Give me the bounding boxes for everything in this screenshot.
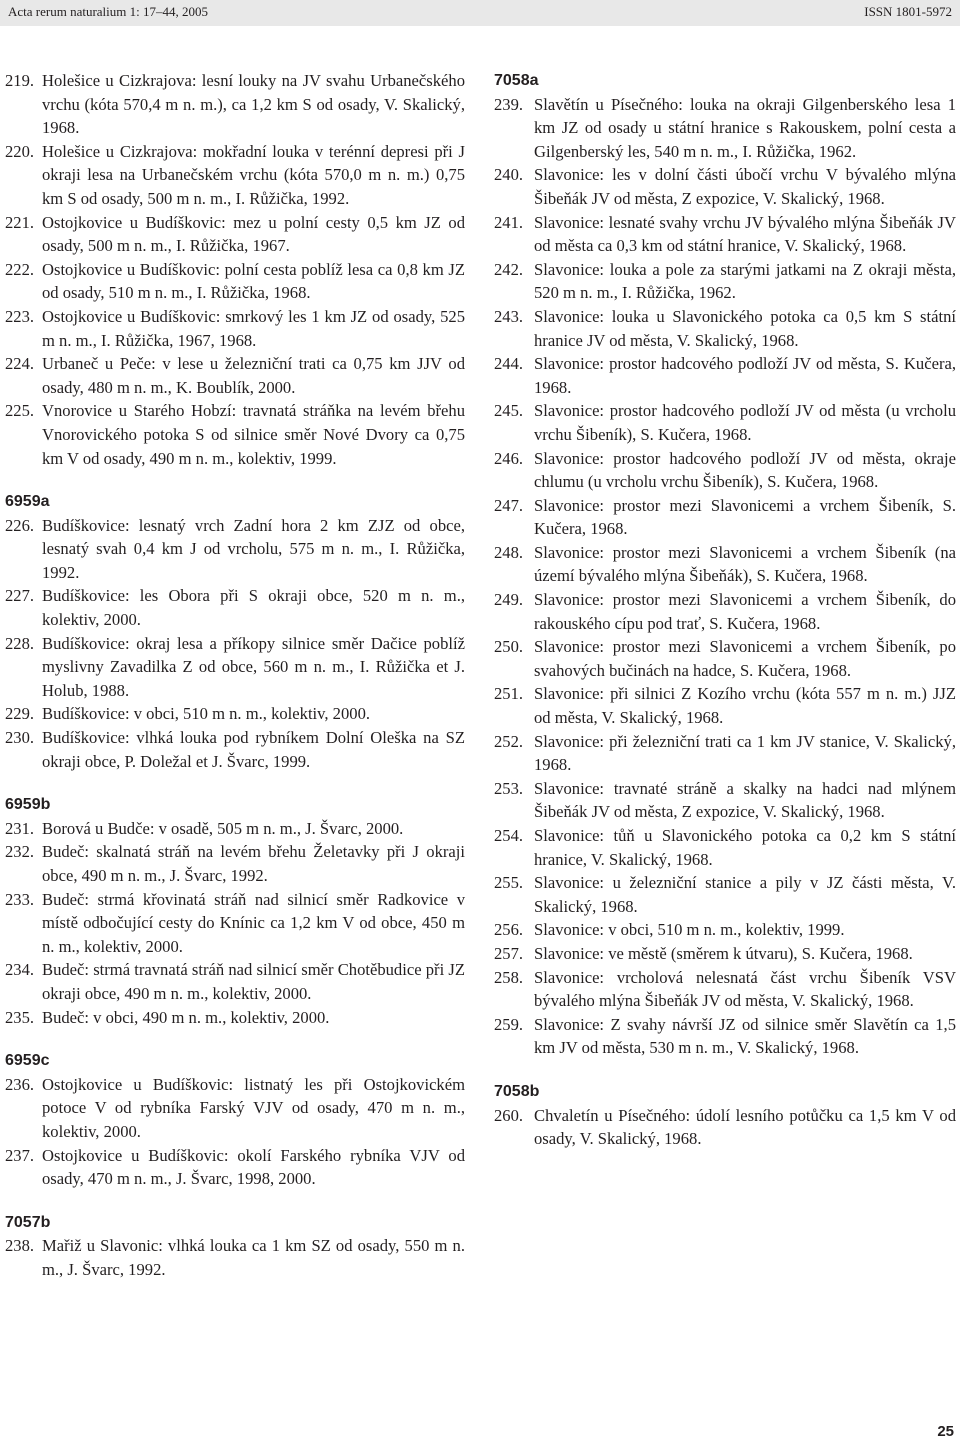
locality-entry (5, 399, 465, 470)
entry-number: 225. (5, 401, 35, 421)
locality-entry (494, 211, 956, 258)
entry-number: 239. (494, 94, 524, 114)
locality-entry (5, 1234, 465, 1281)
entry-number: 233. (5, 889, 35, 909)
entry-text: Slavonice: les v dolní části úbočí vrchu V bývalého mlýna Šibeňák JV od města, Z expozice, V. Skalický, 1968. (534, 165, 956, 208)
entry-number: 260. (494, 1105, 524, 1125)
entry-text: Slavonice: prostor mezi Slavonicemi a vrchem Šibeník, po svahových bučinách na hadce, S. Kučera, 1968. (534, 637, 956, 680)
entry-number: 247. (494, 495, 524, 515)
entry-text: Budíškovice: lesnatý vrch Zadní hora 2 km ZJZ od obce, lesnatý svah 0,4 km J od vrcholu, 575 m n. m., I. Růžička, 1992. (42, 515, 465, 582)
entry-number: 219. (5, 71, 35, 90)
entry-text: Chvaletín u Písečného: údolí lesního potůčku ca 1,5 km V od osady, V. Skalický, 1968. (534, 1105, 956, 1149)
locality-entry (494, 447, 956, 494)
entry-number: 253. (494, 778, 524, 798)
entry-text: Slavonice: při silnici Z Kozího vrchu (kóta 557 m n. m.) JJZ od města, V. Skalický, 1968. (534, 684, 956, 728)
entry-text: Slavonice: při železniční trati ca 1 km JV stanice, V. Skalický, 1968. (534, 731, 956, 775)
entry-text: Slavonice: ve městě (směrem k útvaru), S. Kučera, 1968. (534, 943, 913, 963)
locality-entry (5, 817, 465, 841)
entry-number: 229. (5, 704, 35, 724)
entry-text: Ostojkovice u Budíškovic: smrkový les 1 km JZ od osady, 525 m n. m., I. Růžička, 1967, 1968. (42, 306, 465, 350)
entry-number: 231. (5, 818, 35, 838)
journal-citation: Acta rerum naturalium 1: 17–44, 2005 (8, 4, 209, 19)
locality-entry (5, 1144, 465, 1191)
locality-entry (494, 258, 956, 305)
locality-entry (494, 588, 956, 635)
entry-number: 220. (5, 141, 35, 161)
entry-number: 223. (5, 306, 35, 326)
locality-entry (5, 702, 465, 726)
left-column (5, 69, 465, 1282)
entry-text: Holešice u Cizkrajova: lesní louky na JV svahu Urbanečského vrchu (kóta 570,4 m n. m.), ca 1,2 km S od osady, V. Skalický, 1968. (42, 71, 465, 138)
entry-number: 222. (5, 259, 35, 279)
running-head (0, 0, 960, 26)
section-heading: 7058b (494, 1082, 540, 1100)
locality-entry (5, 1073, 465, 1144)
entry-text: Budeč: strmá travnatá stráň nad silnicí směr Chotěbudice při JZ okraji obce, 490 m n. m., kolektiv, 2000. (42, 960, 465, 1003)
locality-entry (494, 918, 956, 942)
entry-text: Slavonice: u železniční stanice a pily v JZ části města, V. Skalický, 1968. (534, 873, 956, 916)
section-heading: 7058a (494, 72, 539, 89)
locality-entry (5, 888, 465, 959)
locality-entry (5, 958, 465, 1005)
locality-entry (5, 352, 465, 399)
locality-entry (494, 966, 956, 1013)
entry-text: Budíškovice: okraj lesa a příkopy silnice směr Dačice poblíž myslivny Zavadilka Z od obce, 560 m n. m., I. Růžička et J. Holub, 1988. (42, 633, 465, 700)
locality-entry (5, 211, 465, 258)
entry-number: 238. (5, 1236, 35, 1256)
locality-entry (5, 140, 465, 211)
entry-number: 230. (5, 728, 35, 748)
locality-entry (5, 840, 465, 887)
entry-number: 256. (494, 920, 524, 940)
entry-number: 250. (494, 637, 524, 657)
entry-text: Ostojkovice u Budíškovic: mez u polní cesty 0,5 km JZ od osady, 500 m n. m., I. Růžička, 1967. (42, 212, 465, 256)
entry-number: 242. (494, 259, 524, 279)
entry-number: 240. (494, 165, 524, 185)
entry-text: Ostojkovice u Budíškovic: listnatý les při Ostojkovickém potoce V od rybníka Farský VJV od osady, 470 m n. m., kolektiv, 2000. (42, 1074, 465, 1141)
entry-number: 234. (5, 960, 35, 980)
entry-text: Slavonice: lesnaté svahy vrchu JV bývalého mlýna Šibeňák JV od města ca 0,3 km od státní hranice, V. Skalický, 1968. (534, 212, 956, 256)
locality-entry (5, 726, 465, 773)
entry-text: Slavonice: prostor hadcového podloží JV od města (u vrcholu vrchu Šibeník), S. Kučera, 1968. (534, 401, 956, 444)
entry-number: 248. (494, 542, 524, 562)
locality-entry (5, 514, 465, 585)
entry-number: 224. (5, 354, 35, 374)
entry-text: Budíškovice: v obci, 510 m n. m., kolektiv, 2000. (42, 704, 371, 724)
locality-entry (494, 494, 956, 541)
entry-text: Budeč: strmá křovinatá stráň nad silnicí směr Radkovice v místě odbočující cesty do Knínic ca 1,2 km V od obce, 450 m n. m., kolektiv, 2000. (42, 889, 465, 956)
locality-entry (494, 163, 956, 210)
locality-entry (494, 942, 956, 966)
locality-entry (5, 69, 465, 140)
entry-text: Slavonice: prostor mezi Slavonicemi a vrchem Šibeník (na území bývalého mlýna Šibeňák), S. Kučera, 1968. (534, 542, 956, 586)
entry-number: 236. (5, 1074, 35, 1094)
entry-number: 246. (494, 448, 524, 468)
locality-entry (5, 632, 465, 703)
locality-entry (494, 352, 956, 399)
page-number: 25 (937, 1423, 954, 1440)
locality-entry (494, 871, 956, 918)
locality-entry (5, 584, 465, 631)
locality-entry (494, 305, 956, 352)
locality-entry (494, 824, 956, 871)
locality-entry (494, 1104, 956, 1151)
locality-entry (494, 635, 956, 682)
entry-number: 257. (494, 943, 524, 963)
locality-entry (494, 541, 956, 588)
entry-text: Budeč: v obci, 490 m n. m., kolektiv, 2000. (42, 1007, 330, 1027)
entry-number: 244. (494, 354, 524, 374)
entry-text: Holešice u Cizkrajova: mokřadní louka v terénní depresi při J okraji lesa na Urbanečském vrchu (kóta 570,0 m n. m.) 0,75 km S od osady, 500 m n. m., I. Růžička, 1992. (42, 141, 465, 208)
entry-text: Ostojkovice u Budíškovic: okolí Farského rybníka VJV od osady, 470 m n. m., J. Švarc, 1998, 2000. (42, 1145, 465, 1189)
issn: ISSN 1801-5972 (864, 4, 952, 19)
entry-number: 258. (494, 967, 524, 987)
entry-number: 235. (5, 1007, 35, 1027)
section-heading: 6959b (5, 796, 51, 814)
entry-text: Slavonice: prostor mezi Slavonicemi a vrchem Šibeník, do rakouského cípu pod trať, S. Kučera, 1968. (534, 590, 956, 633)
locality-entry (494, 399, 956, 446)
entry-number: 245. (494, 401, 524, 421)
entry-text: Budíškovice: les Obora při S okraji obce, 520 m n. m., kolektiv, 2000. (42, 586, 465, 630)
locality-entry (494, 93, 956, 164)
locality-entry (494, 682, 956, 729)
entry-text: Slavonice: travnaté stráně a skalky na hadci nad mlýnem Šibeňák JV od města, Z expozice, V. Skalický, 1968. (534, 778, 956, 822)
entry-text: Slavonice: louka a pole za starými jatkami na Z okraji města, 520 m n. m., I. Růžička, 1962. (534, 259, 956, 303)
entry-number: 241. (494, 212, 524, 232)
entry-text: Slavonice: prostor mezi Slavonicemi a vrchem Šibeník, S. Kučera, 1968. (534, 495, 956, 539)
entry-text: Ostojkovice u Budíškovic: polní cesta poblíž lesa ca 0,8 km JZ od osady, 510 m n. m., I. Růžička, 1968. (42, 259, 465, 303)
locality-entry (5, 305, 465, 352)
entry-text: Slavonice: prostor hadcového podloží JV od města, S. Kučera, 1968. (534, 354, 956, 397)
entry-text: Vnorovice u Starého Hobzí: travnatá stráňka na levém břehu Vnorovického potoka S od silnice směr Nové Dvory ca 0,75 km V od osady, 490 m n. m., kolektiv, 1999. (42, 401, 465, 468)
entry-number: 243. (494, 306, 524, 326)
entry-text: Borová u Budče: v osadě, 505 m n. m., J. Švarc, 2000. (42, 818, 404, 838)
entry-number: 221. (5, 212, 35, 232)
entry-number: 259. (494, 1014, 524, 1034)
section-heading: 6959c (5, 1052, 50, 1070)
entry-text: Slavonice: prostor hadcového podloží JV od města, okraje chlumu (u vrcholu vrchu Šibeník), S. Kučera, 1968. (534, 448, 956, 492)
entry-number: 237. (5, 1145, 35, 1165)
entry-number: 227. (5, 586, 35, 606)
entry-number: 232. (5, 842, 35, 862)
locality-entry (5, 258, 465, 305)
entry-number: 249. (494, 590, 524, 610)
locality-entry (5, 1006, 465, 1030)
entry-number: 255. (494, 873, 524, 893)
entry-text: Slavonice: louka u Slavonického potoka ca 0,5 km S státní hranice JV od města, V. Skalický, 1968. (534, 306, 956, 350)
entry-text: Budíškovice: vlhká louka pod rybníkem Dolní Oleška na SZ okraji obce, P. Doležal et J. Švarc, 1999. (42, 728, 465, 771)
entry-number: 254. (494, 826, 524, 845)
section-heading: 6959a (5, 493, 50, 511)
entry-text: Budeč: skalnatá stráň na levém břehu Želetavky při J okraji obce, 490 m n. m., J. Švarc, 1992. (42, 842, 465, 885)
locality-entry (494, 730, 956, 777)
entry-text: Slavonice: tůň u Slavonického potoka ca 0,2 km S státní hranice, V. Skalický, 1968. (534, 826, 956, 869)
entry-text: Mařiž u Slavonic: vlhká louka ca 1 km SZ od osady, 550 m n. m., J. Švarc, 1992. (42, 1236, 465, 1279)
entry-text: Slavonice: v obci, 510 m n. m., kolektiv, 1999. (534, 920, 845, 940)
entry-number: 226. (5, 515, 35, 535)
locality-entry (494, 777, 956, 824)
entry-text: Slavonice: vrcholová nelesnatá část vrchu Šibeník VSV bývalého mlýna Šibeňák JV od města, V. Skalický, 1968. (534, 967, 956, 1011)
right-column (494, 69, 956, 1151)
locality-entry (494, 1013, 956, 1060)
entry-number: 228. (5, 633, 35, 653)
entry-number: 252. (494, 731, 524, 751)
entry-text: Urbaneč u Peče: v lese u železniční trati ca 0,75 km JJV od osady, 480 m n. m., K. Boublík, 2000. (42, 354, 465, 397)
entry-text: Slavětín u Písečného: louka na okraji Gilgenberského lesa 1 km JZ od osady u státní hranice s Rakouskem, polní cesta a Gilgenberský les, 540 m n. m., I. Růžička, 1962. (534, 94, 956, 161)
entry-text: Slavonice: Z svahy návrší JZ od silnice směr Slavětín ca 1,5 km JV od města, 530 m n. m., V. Skalický, 1968. (534, 1014, 956, 1058)
entry-number: 251. (494, 684, 524, 704)
section-heading: 7057b (5, 1213, 51, 1231)
